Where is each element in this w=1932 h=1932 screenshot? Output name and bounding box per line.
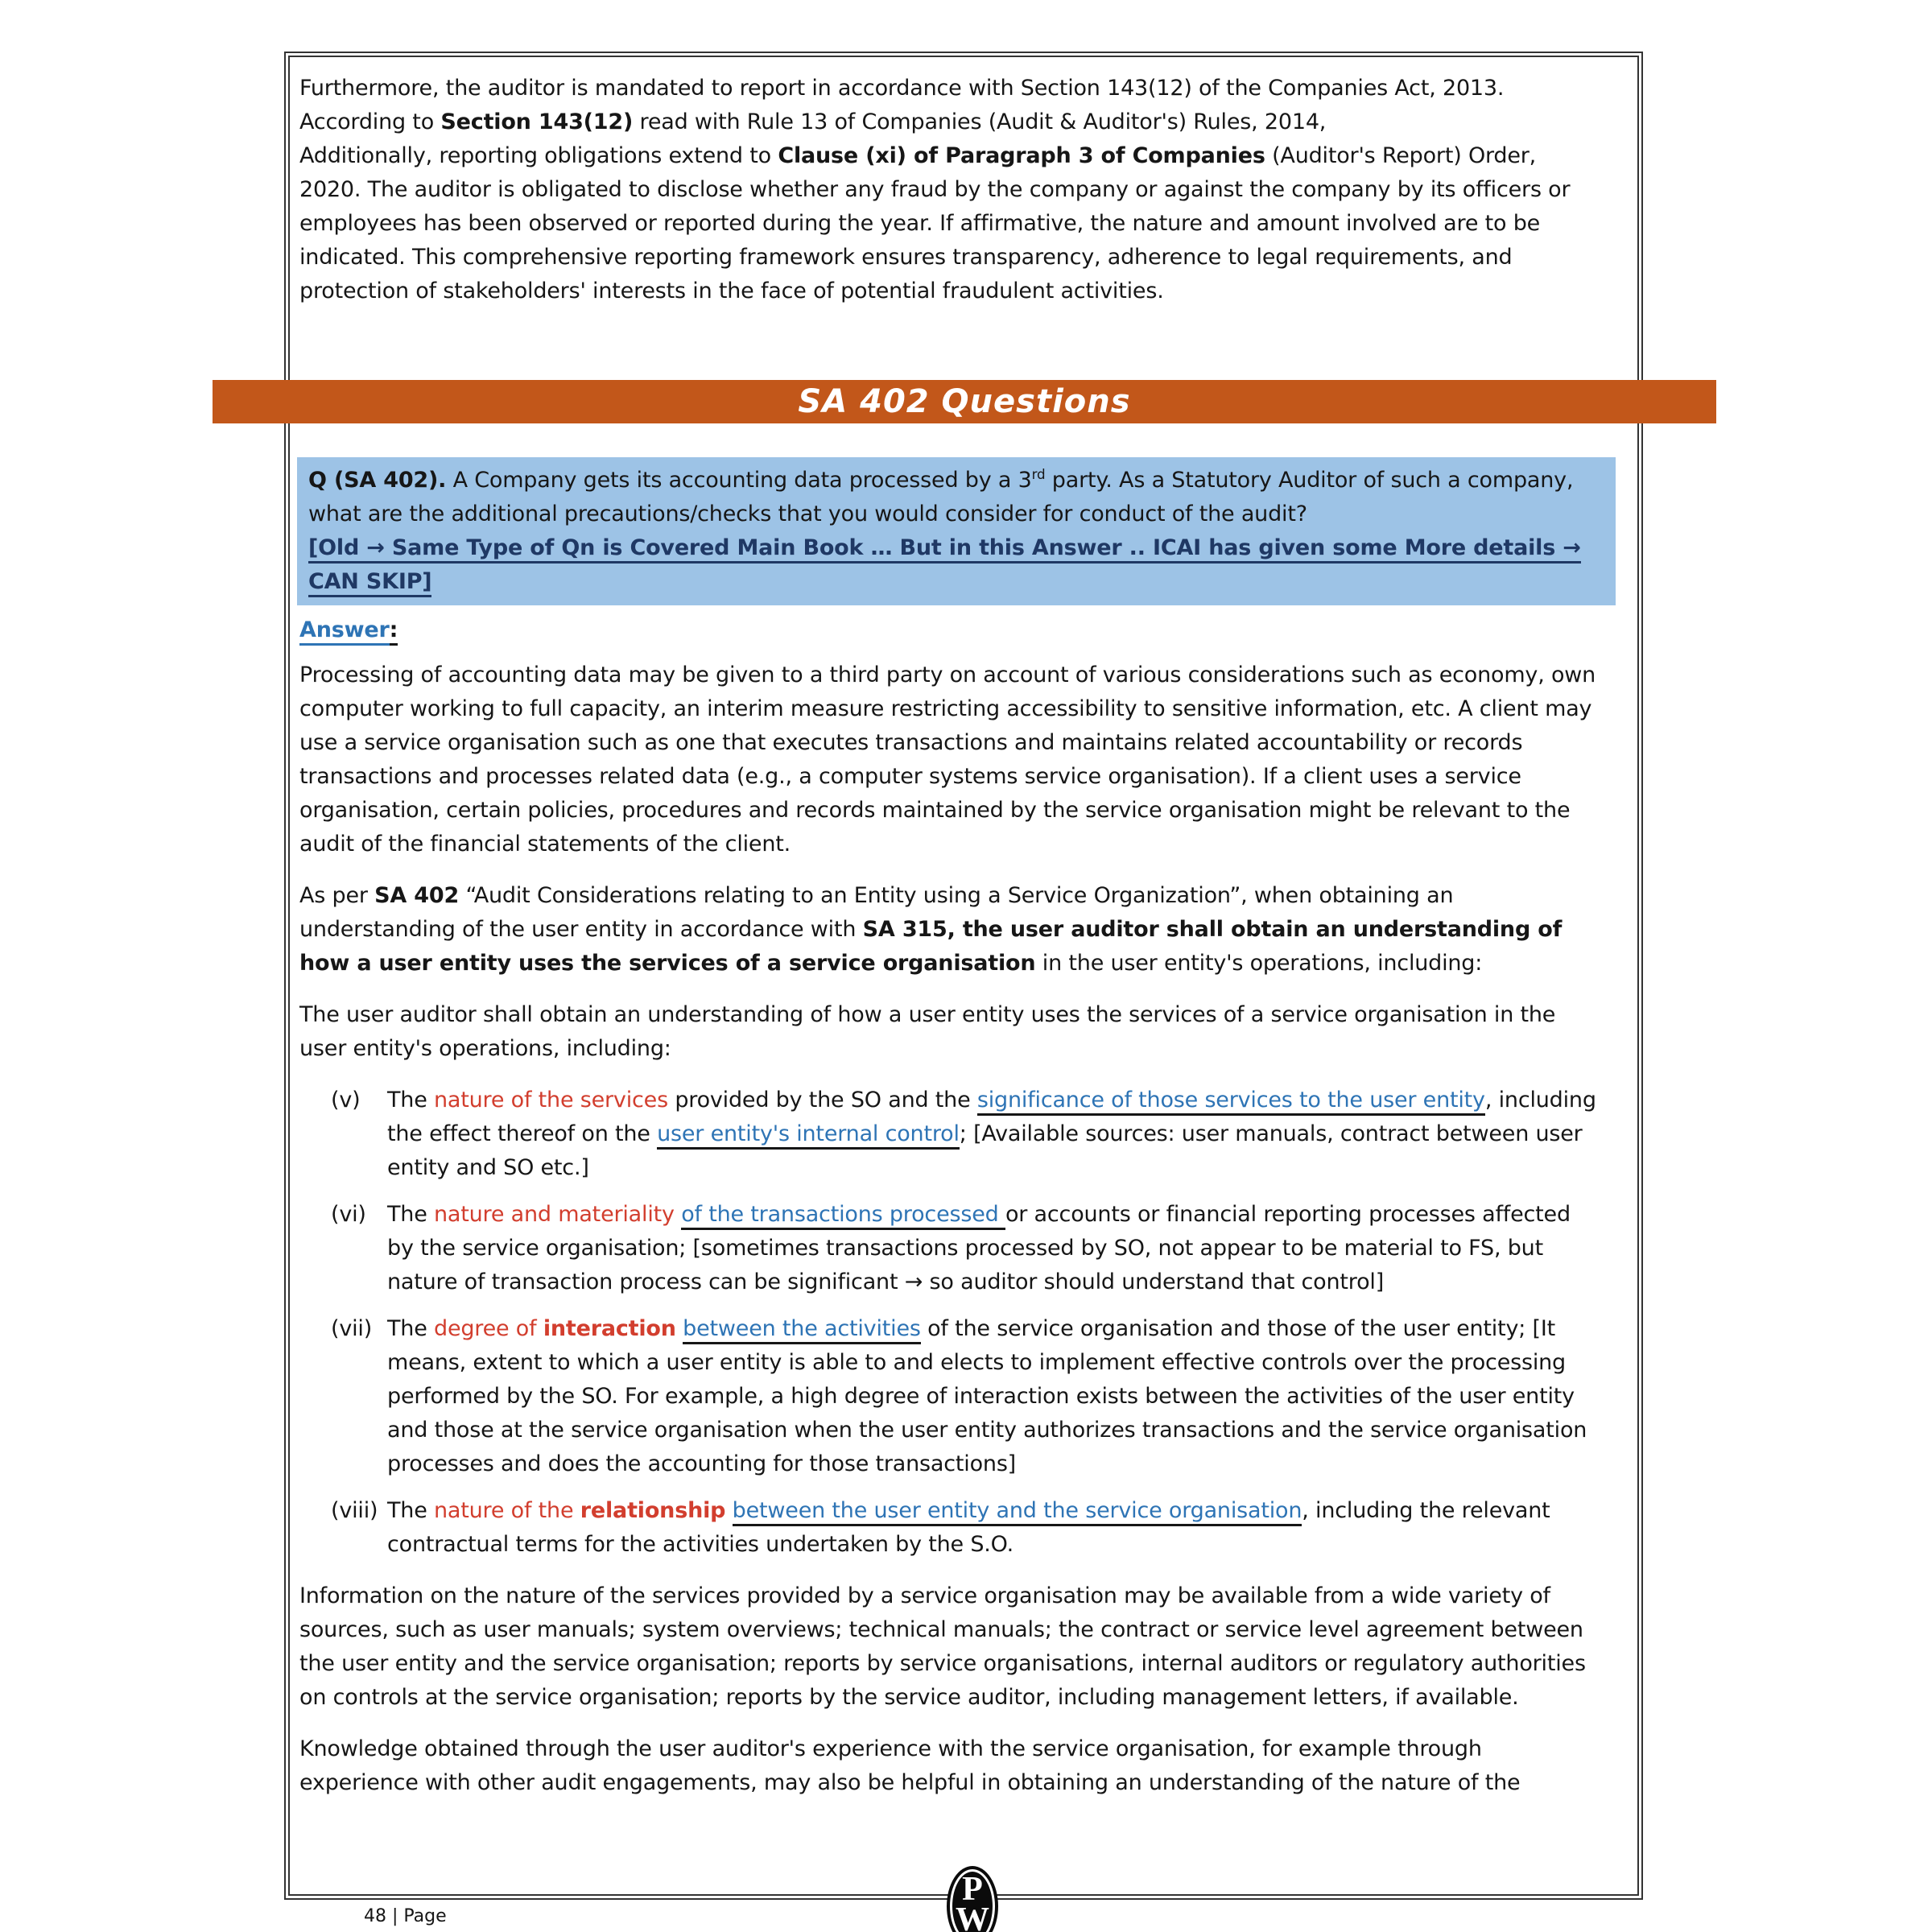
list-item-marker: (vi): [331, 1202, 366, 1227]
list-item-marker: (viii): [331, 1498, 378, 1523]
list-item-text: The nature of the services provided by the SO and the significance of those services to the user entity, including the effect thereof on the user entity's internal control; [Available sources: user manuals, contract between user entity and SO etc.]: [387, 1088, 1596, 1180]
paragraph-as-per-sa402: As per SA 402 “Audit Considerations relating to an Entity using a Service Organization”, when obtaining an understanding of the user entity in accordance with SA 315, the user auditor shall obtain an understanding of how a user entity uses the services of a service organisation in the user entity's operations, including:: [299, 883, 1563, 976]
page-frame: [284, 52, 1643, 1900]
paragraph-user-auditor: The user auditor shall obtain an understanding of how a user entity uses the services of a service organisation in the user entity's operations, including:: [299, 1002, 1556, 1061]
list-item-text: The nature and materiality of the transactions processed or accounts or financial reporting processes affected by the service organisation; [sometimes transactions processed by SO, not appear to be material to FS, but nature of transaction process can be significant → so auditor should understand that control]: [387, 1202, 1571, 1294]
list-item-vi: [331, 1198, 1602, 1299]
page-number: 48 | Page: [364, 1906, 447, 1926]
intro-paragraph: Furthermore, the auditor is mandated to report in accordance with Section 143(12) of the Companies Act, 2013. According to Section 143(12) read with Rule 13 of Companies (Audit & Auditor's) Rules, 2014, Additionally, reporting obligations extend to Clause (xi) of Paragraph 3 of Companies (Auditor's Report) Order, 2020. The auditor is obligated to disclose whether any fraud by the company or against the company by its officers or employees has been observed or reported during the year. If affirmative, the nature and amount involved are to be indicated. This comprehensive reporting framework ensures transparency, adherence to legal requirements, and protection of stakeholders' interests in the face of potential fraudulent activities.: [299, 76, 1571, 303]
list-item-text: The nature of the relationship between the user entity and the service organisation, including the relevant contractual terms for the activities undertaken by the S.O.: [387, 1498, 1550, 1557]
pw-logo-letter-p: P: [962, 1871, 983, 1908]
pw-logo-letter-w: W: [956, 1901, 989, 1932]
list-item-text: The degree of interaction between the activities of the service organisation and those of the user entity; [It means, extent to which a user entity is able to and elects to implement effective controls over the processing performed by the SO. For example, a high degree of interaction exists between the activities of the user entity and those at the service organisation when the user entity authorizes transactions and the service organisation processes and does the accounting for those transactions]: [387, 1316, 1587, 1476]
paragraph-processing: Processing of accounting data may be given to a third party on account of various considerations such as economy, own computer working to full capacity, an interim measure restricting accessibility to sensitive information, etc. A client may use a service organisation such as one that executes transactions and maintains related accountability or records transactions and processes related data (e.g., a computer systems service organisation). If a client uses a service organisation, certain policies, procedures and records maintained by the service organisation might be relevant to the audit of the financial statements of the client.: [299, 663, 1596, 857]
question-box: Q (SA 402). A Company gets its accounting data processed by a 3rd party. As a Statutory Auditor of such a company, what are the additional precautions/checks that you would consider for conduct of the audit? [Old → Same Type of Qn is Covered Main Book … But in this Answer .. ICAI has given some More details → CAN SKIP]: [297, 457, 1616, 605]
list-item-v: [331, 1084, 1602, 1185]
list-item-marker: (vii): [331, 1316, 373, 1341]
list-item-marker: (v): [331, 1088, 361, 1113]
section-banner: [213, 380, 1716, 423]
list-item-vii: [331, 1312, 1602, 1481]
paragraph-knowledge: Knowledge obtained through the user auditor's experience with the service organisation, for example through experience with other audit engagements, may also be helpful in obtaining an understanding of the nature of the: [299, 1736, 1521, 1795]
answer-label: Answer:: [299, 613, 1602, 647]
pw-logo: [947, 1866, 998, 1932]
list-item-viii: [331, 1494, 1602, 1562]
section-banner-title: SA 402 Questions: [798, 383, 1131, 420]
paragraph-information-sources: Information on the nature of the services provided by a service organisation may be available from a wide variety of sources, such as user manuals; system overviews; technical manuals; the contract or service level agreement between the user entity and the service organisation; reports by service organisations, internal auditors or regulatory authorities on controls at the service organisation; reports by the service auditor, including management letters, if available.: [299, 1583, 1586, 1710]
